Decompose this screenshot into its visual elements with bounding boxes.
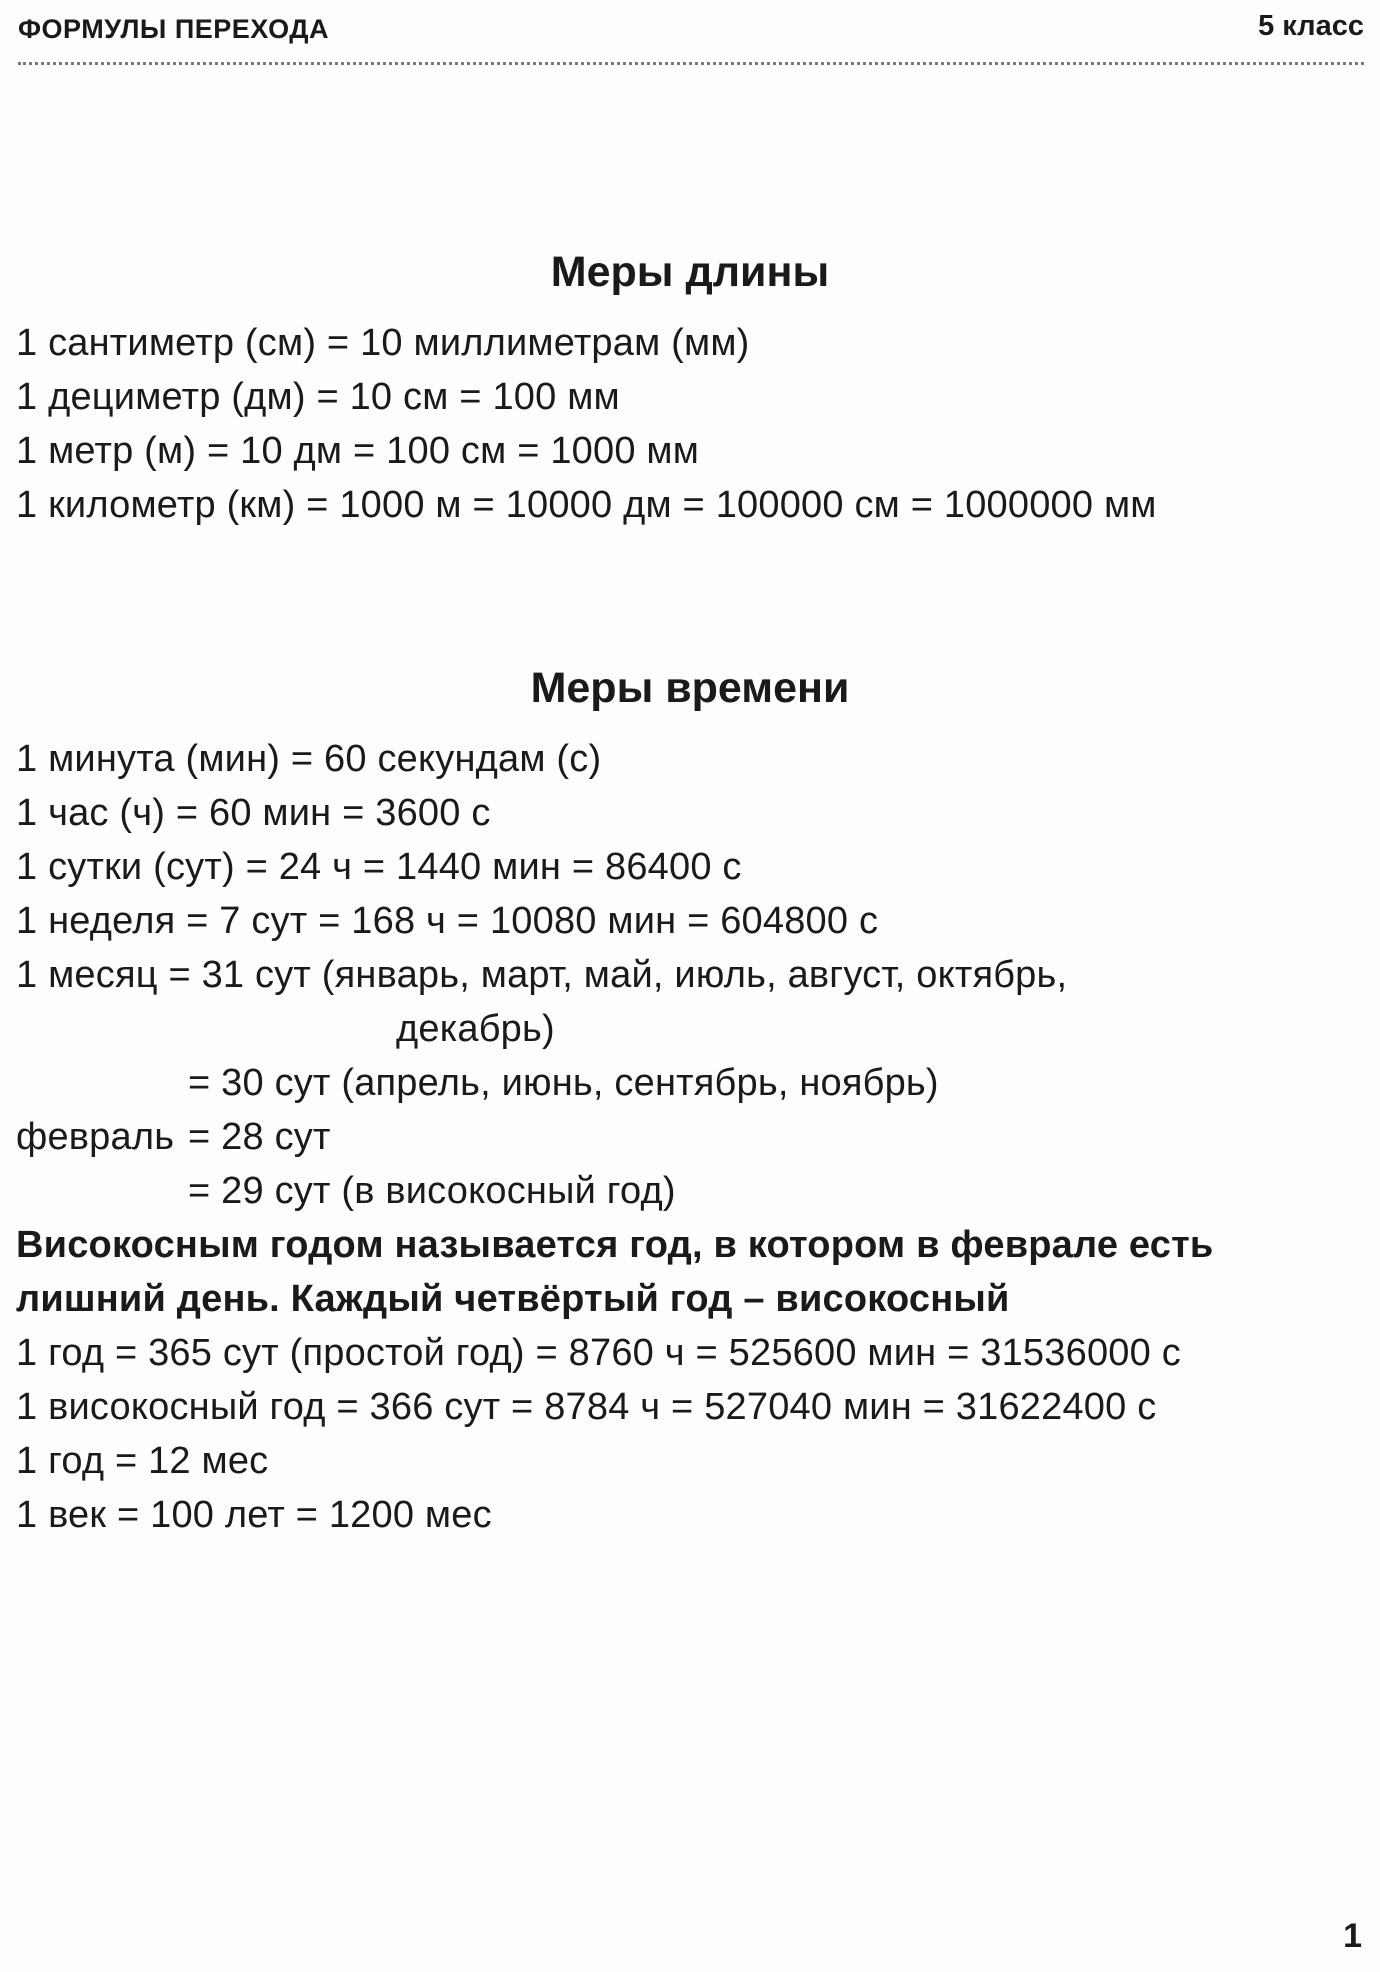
time-line-february xyxy=(16,1116,331,1159)
length-line: 1 метр (м) = 10 дм = 100 см = 1000 мм xyxy=(16,430,700,472)
time-line: 1 сутки (сут) = 24 ч = 1440 мин = 86400 с xyxy=(16,846,742,888)
header-title: ФОРМУЛЫ ПЕРЕХОДА xyxy=(18,14,329,44)
page-number: 1 xyxy=(1343,1917,1362,1955)
page-header xyxy=(18,10,1364,65)
length-section-title: Меры длины xyxy=(550,248,830,296)
leap-year-definition: лишний день. Каждый четвёртый год – високосный xyxy=(16,1278,1010,1320)
february-label: февраль xyxy=(16,1116,175,1158)
time-line: 1 час (ч) = 60 мин = 3600 с xyxy=(16,792,491,834)
time-line: = 29 сут (в високосный год) xyxy=(188,1170,676,1212)
time-line: 1 високосный год = 366 сут = 8784 ч = 527040 мин = 31622400 с xyxy=(16,1386,1157,1428)
time-section-title: Меры времени xyxy=(530,664,850,712)
length-line: 1 километр (км) = 1000 м = 10000 дм = 100000 см = 1000000 мм xyxy=(16,484,1157,526)
time-line: = 30 сут (апрель, июнь, сентябрь, ноябрь) xyxy=(188,1062,939,1104)
time-line: 1 год = 12 мес xyxy=(16,1440,269,1482)
time-line: 1 минута (мин) = 60 секундам (с) xyxy=(16,738,602,780)
leap-year-definition: Високосным годом называется год, в котором в феврале есть xyxy=(16,1224,1214,1266)
length-line: 1 сантиметр (см) = 10 миллиметрам (мм) xyxy=(16,322,750,364)
header-grade: 5 класс xyxy=(1258,10,1364,42)
time-line: 1 месяц = 31 сут (январь, март, май, июль, август, октябрь, xyxy=(16,954,1068,996)
time-line: 1 неделя = 7 сут = 168 ч = 10080 мин = 604800 с xyxy=(16,900,879,942)
february-value: = 28 сут xyxy=(188,1116,331,1158)
time-line: 1 год = 365 сут (простой год) = 8760 ч = 525600 мин = 31536000 с xyxy=(16,1332,1181,1374)
length-line: 1 дециметр (дм) = 10 см = 100 мм xyxy=(16,376,620,418)
time-line: декабрь) xyxy=(396,1008,555,1050)
time-line: 1 век = 100 лет = 1200 мес xyxy=(16,1494,492,1536)
